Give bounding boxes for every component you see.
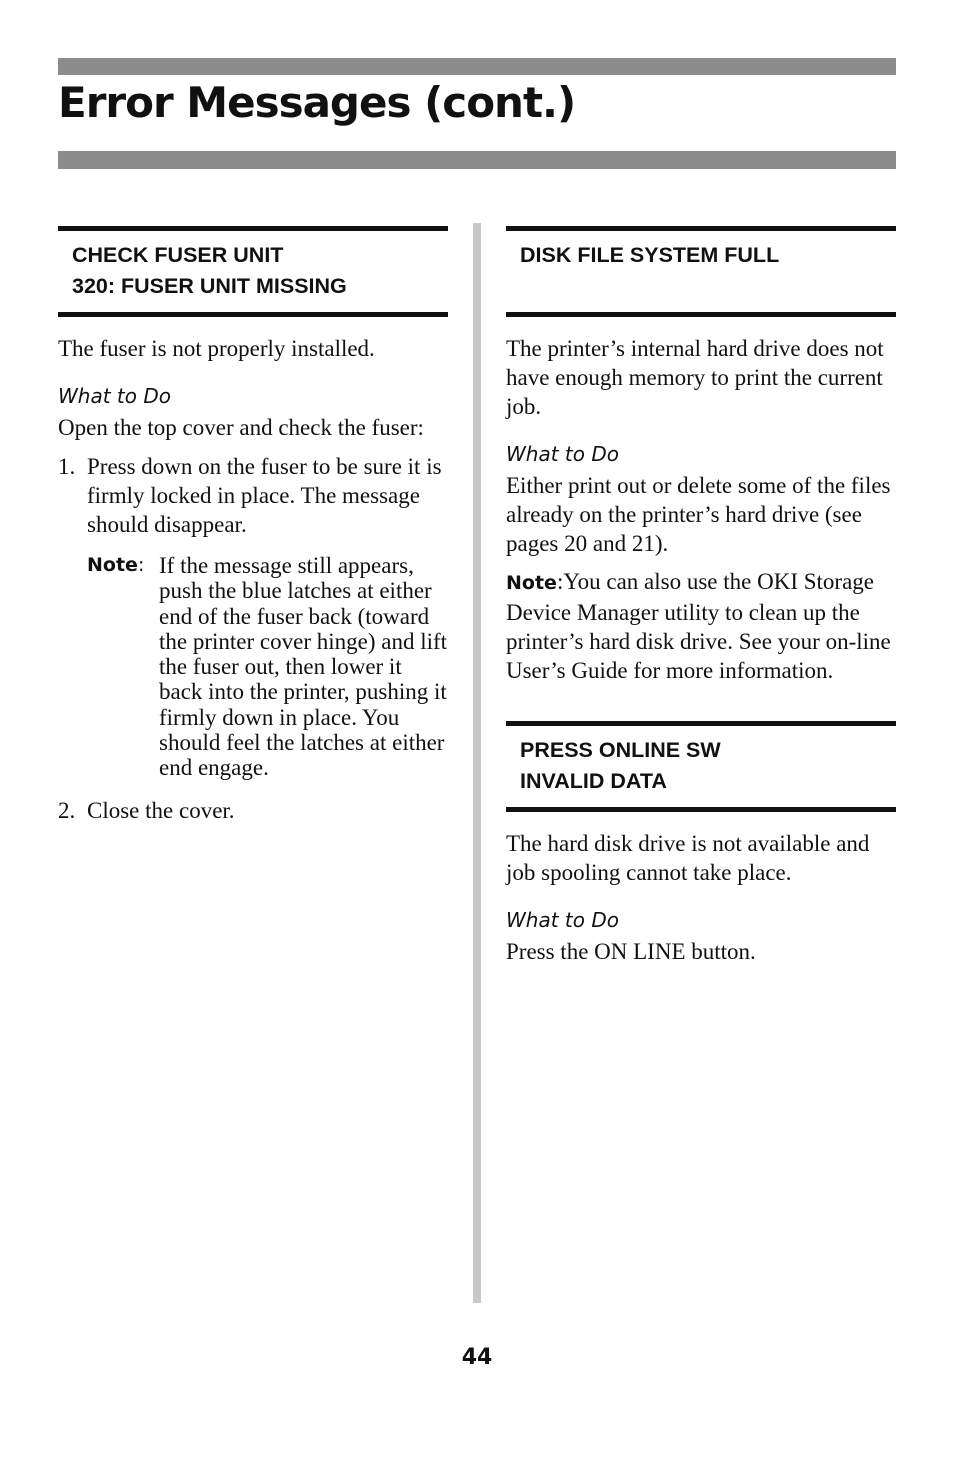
what-to-do-label: What to Do xyxy=(506,442,619,466)
list-number: 2. xyxy=(58,797,76,823)
fuser-description: The fuser is not properly installed. xyxy=(58,336,375,361)
note-label xyxy=(87,553,159,781)
heading-line: PRESS ONLINE SW xyxy=(520,738,721,762)
note-text: If the message still appears, push the blue latches at either end of the fuser back (toward the printer cover hinge) and lift the fuser out, then lower it back into the printer, pushing it firmly down in place. You should feel the latches at either end engage. xyxy=(159,553,448,781)
disk-full-action: Either print out or delete some of the files already on the printer’s hard drive (see pages 20 and 21). xyxy=(506,473,891,556)
list-item xyxy=(58,452,448,539)
page-title: Error Messages (cont.) xyxy=(58,78,576,127)
heading-line: DISK FILE SYSTEM FULL xyxy=(520,243,780,267)
disk-full-heading xyxy=(506,226,896,317)
note-label-text: Note xyxy=(87,554,138,576)
heading-line: 320: FUSER UNIT MISSING xyxy=(72,274,347,298)
what-to-do-label: What to Do xyxy=(58,384,171,408)
disk-full-note xyxy=(506,567,896,685)
press-online-action: Press the ON LINE button. xyxy=(506,939,756,964)
list-text: Press down on the fuser to be sure it is firmly locked in place. The message should disappear. xyxy=(87,454,442,537)
what-to-do-label: What to Do xyxy=(506,908,619,932)
header-rule-bottom xyxy=(58,151,896,169)
left-column xyxy=(58,226,448,825)
column-divider xyxy=(473,223,481,1303)
page-number: 44 xyxy=(461,1345,493,1370)
disk-full-description: The printer’s internal hard drive does not have enough memory to print the current job. xyxy=(506,336,884,419)
right-column xyxy=(506,226,896,966)
note-colon: : xyxy=(137,554,145,576)
press-online-description: The hard disk drive is not available and job spooling cannot take place. xyxy=(506,831,870,885)
list-item xyxy=(58,796,448,825)
fuser-intro: Open the top cover and check the fuser: xyxy=(58,415,424,440)
check-fuser-heading xyxy=(58,226,448,317)
note-block xyxy=(87,553,448,781)
header-rule-top xyxy=(58,58,896,75)
list-text: Close the cover. xyxy=(87,797,235,823)
note-text: :You can also use the OKI Storage Device Manager utility to clean up the printer’s hard disk drive. See your on-line User’s Guide for more information. xyxy=(506,569,891,683)
press-online-heading xyxy=(506,721,896,812)
list-number: 1. xyxy=(58,454,76,479)
heading-line: INVALID DATA xyxy=(520,769,667,793)
heading-line: CHECK FUSER UNIT xyxy=(72,243,284,267)
note-label: Note xyxy=(506,572,557,594)
